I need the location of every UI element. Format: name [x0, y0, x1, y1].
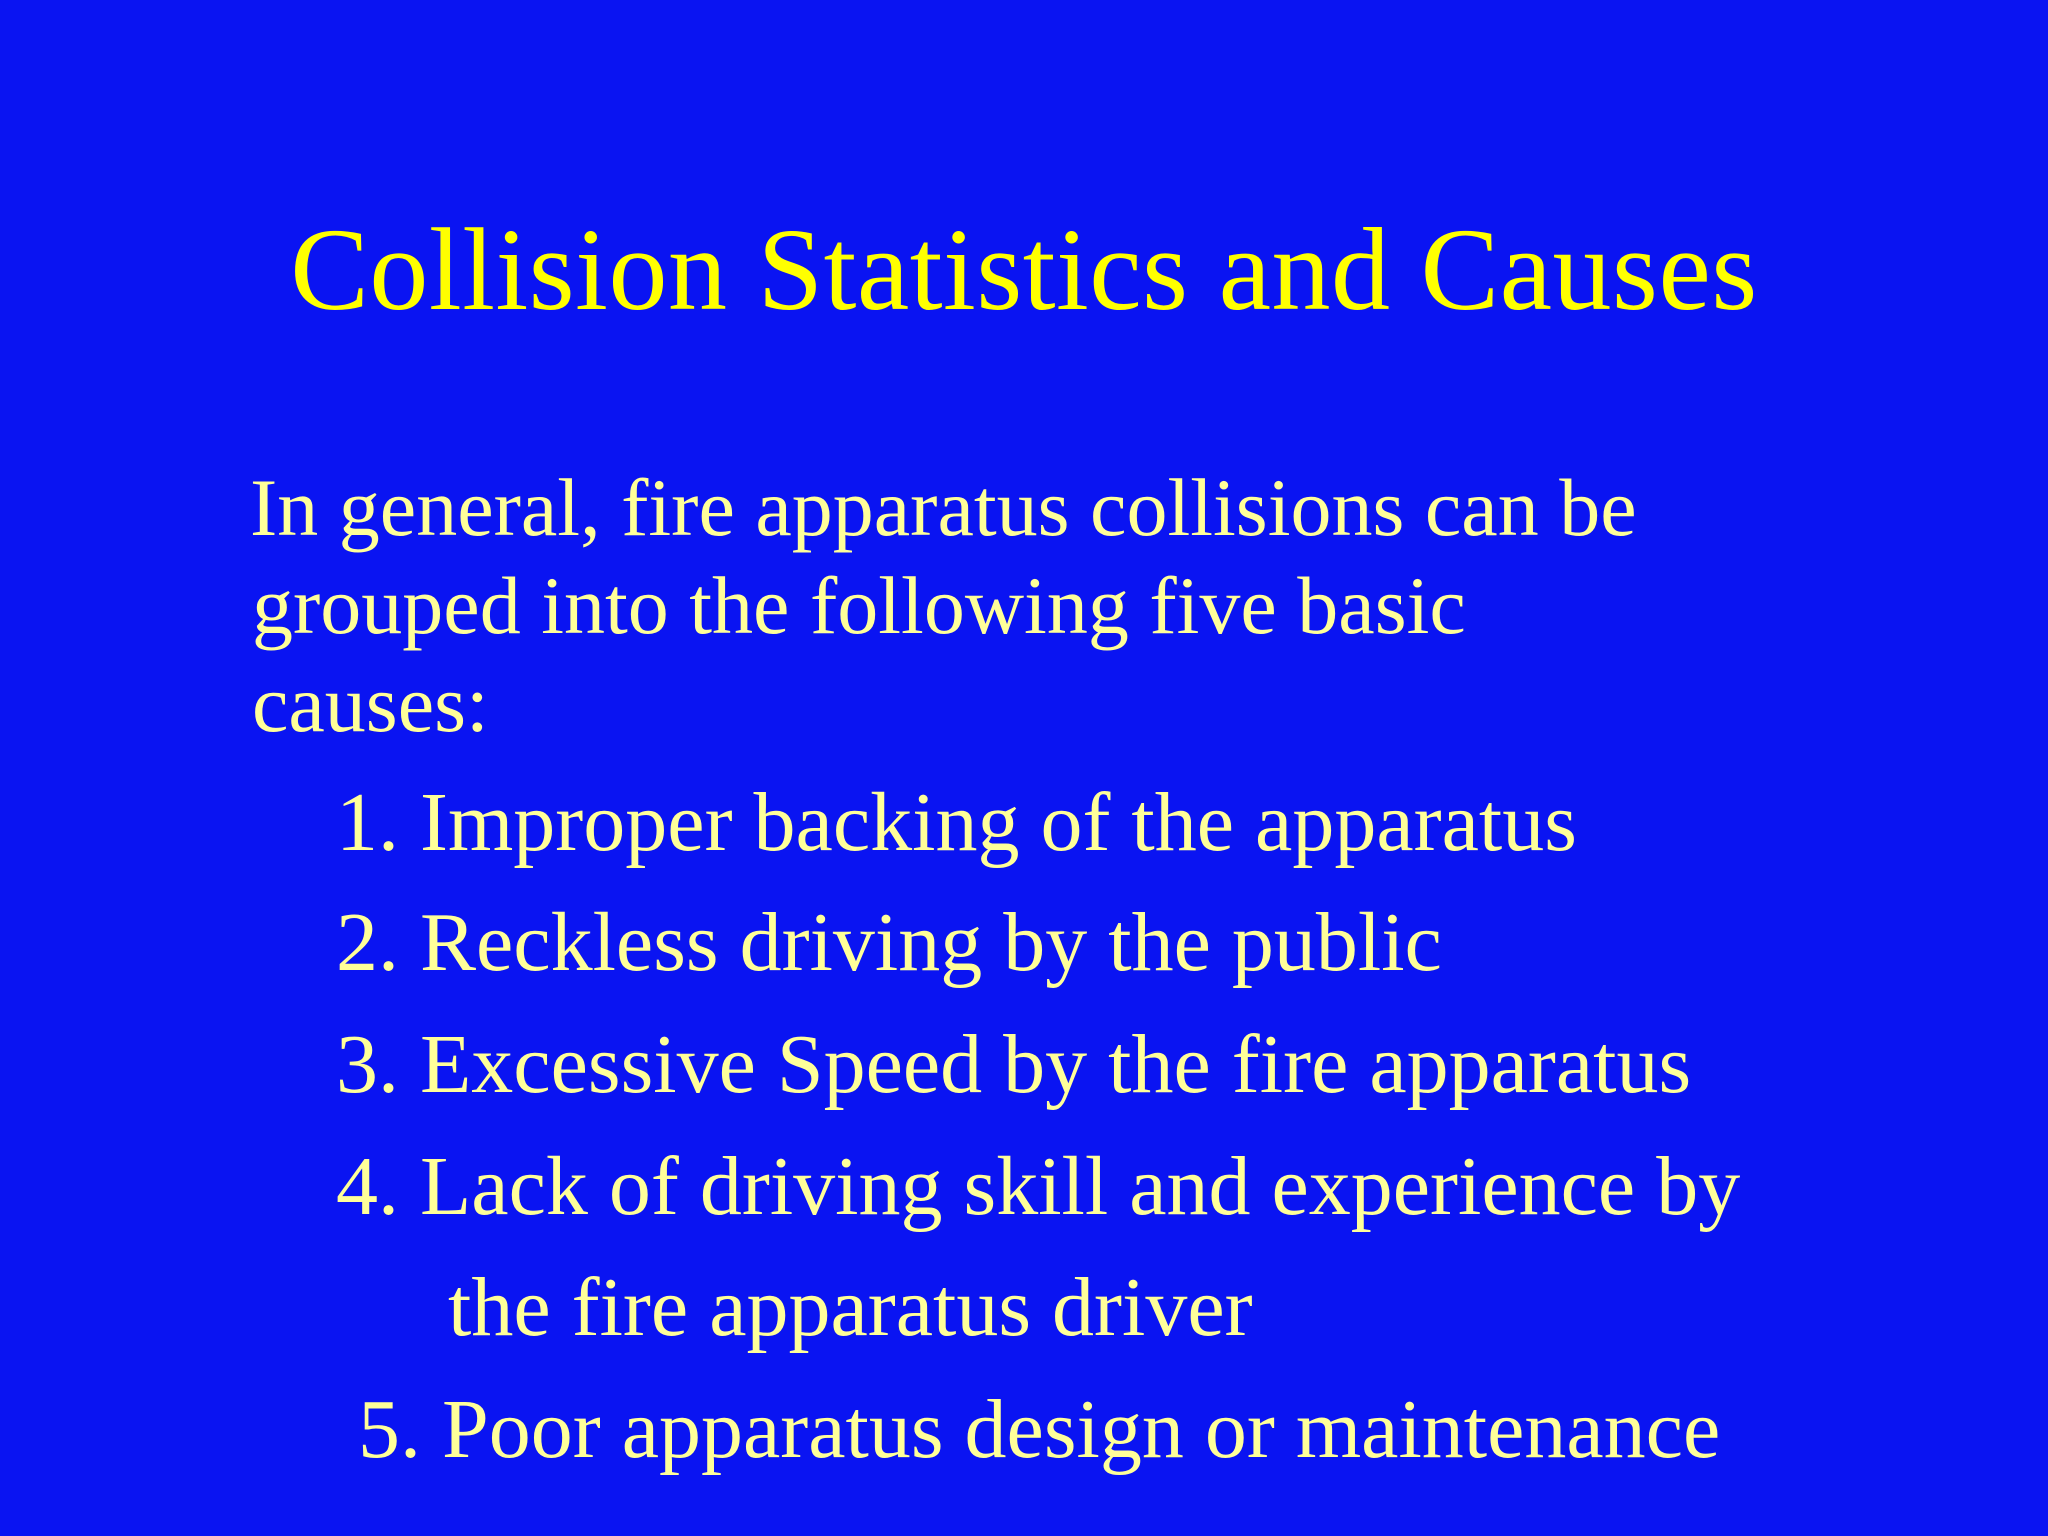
list-item-number: 2.	[336, 896, 420, 989]
intro-line: grouped into the following five basic	[252, 560, 1466, 651]
list-item-continuation	[448, 1258, 1253, 1358]
list-item	[336, 1015, 1691, 1115]
list-item-number: 3.	[336, 1018, 420, 1111]
list-item-text: Poor apparatus design or maintenance	[442, 1383, 1721, 1476]
list-item	[336, 893, 1442, 993]
list-item-text: Improper backing of the apparatus	[420, 776, 1577, 869]
list-item	[336, 1137, 1740, 1237]
list-item	[358, 1380, 1720, 1480]
list-item-text: Excessive Speed by the fire apparatus	[420, 1018, 1692, 1111]
list-item-number: 4.	[336, 1140, 420, 1233]
list-item	[336, 773, 1577, 873]
list-item-text: the fire apparatus driver	[448, 1261, 1253, 1354]
slide-title: Collision Statistics and Causes	[290, 204, 1758, 335]
intro-line: causes:	[252, 658, 489, 749]
list-item-text: Reckless driving by the public	[420, 896, 1442, 989]
intro-line: In general, fire apparatus collisions can be	[250, 462, 1637, 553]
list-item-number: 5.	[358, 1383, 442, 1476]
list-item-text: Lack of driving skill and experience by	[420, 1140, 1741, 1233]
intro-paragraph	[250, 459, 1850, 753]
list-item-number: 1.	[336, 776, 420, 869]
